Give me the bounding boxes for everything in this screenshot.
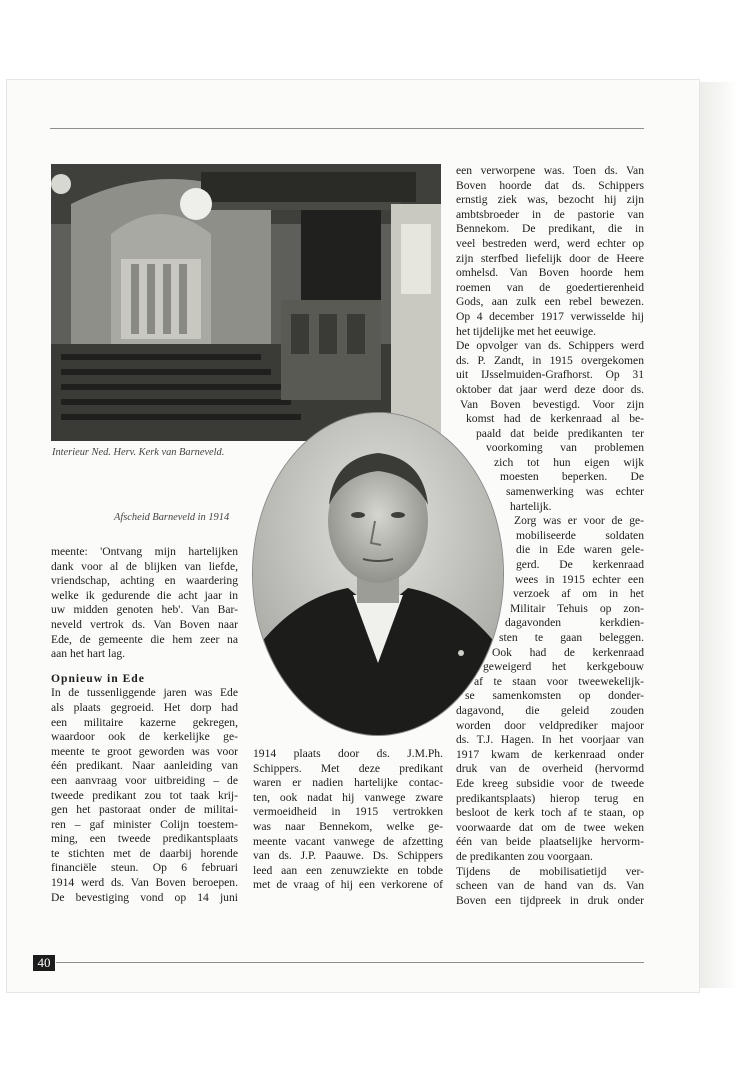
church-photo-caption: Interieur Ned. Herv. Kerk van Barneveld. — [52, 447, 225, 458]
text-line: met de vraag of hij een verkorene of — [253, 878, 443, 892]
text-line: de predikanten zou voorgaan. — [456, 849, 593, 863]
text-column-right — [456, 164, 644, 908]
page-edge-shadow — [700, 82, 738, 988]
text-line: waardoor ook de kerkelijke ge- — [51, 730, 238, 744]
text-line: predikantsplaats) hierop terug en — [456, 791, 644, 805]
text-line: geweigerd het kerkgebouw — [483, 660, 644, 674]
text-line: Gods, aan zulk een rebel bewezen. — [456, 295, 644, 309]
text-line: scheen van de hand van ds. Van — [456, 879, 644, 893]
text-line: 1914 plaats door ds. J.M.Ph. — [253, 747, 443, 760]
text-line: dank voor al de blijken van liefde, — [51, 559, 238, 573]
text-line: één predikant. Naar aanleiding van — [51, 759, 238, 773]
text-line: die in Ede waren gele- — [516, 543, 644, 557]
text-line: ernstig ziek was, bezocht hij zijn — [456, 193, 644, 207]
text-line: hartelijk. — [510, 499, 552, 513]
text-line: dagavond, die geleid zouden — [456, 703, 644, 717]
text-line: Van Boven bevestigd. Voor zijn — [460, 397, 644, 411]
text-line: besloot de kerk toch af te staan, op — [456, 806, 644, 820]
text-line: se samenkomsten op donder- — [465, 689, 644, 703]
text-line: vermoeidheid in 1915 vertrokken — [253, 805, 443, 819]
text-line: Boven een tijdpreek in druk onder — [456, 893, 644, 907]
text-line: omhelsd. Van Boven hoorde hem — [456, 266, 644, 280]
text-line: van ds. J.P. Paauwe. Ds. Schippers — [253, 849, 443, 863]
text-line: mobiliseerde soldaten — [516, 528, 644, 542]
text-line: samenwerking was echter — [506, 485, 644, 499]
text-line: wees in 1915 echter een — [515, 572, 644, 586]
text-line: aan het hart lag. — [51, 647, 126, 661]
text-line: meente te groot geworden was voor — [51, 744, 238, 758]
text-line: veel bestreden werd, werd echter op — [456, 236, 644, 250]
text-line: moesten beperken. De — [500, 470, 644, 484]
text-line: Zorg was er voor de ge- — [514, 514, 644, 528]
text-line: voorkoming van problemen — [486, 441, 644, 455]
text-line: sten te gaan beleggen. — [499, 631, 644, 644]
farewell-caption: Afscheid Barneveld in 1914 — [114, 512, 230, 523]
text-line: waren er nadien hartelijke contac- — [253, 776, 443, 790]
text-line: vriendschap, achting en waardering — [51, 574, 238, 588]
text-line: gerd. De kerkenraad — [516, 558, 644, 572]
text-line: paald dat beide predikanten ter — [476, 426, 644, 440]
text-line: worden door veldprediker majoor — [456, 718, 644, 732]
text-line: Ook had de kerkenraad — [492, 645, 644, 659]
text-line: te stichten met de daarbij horende — [51, 846, 238, 860]
text-line: dagavonden kerkdien- — [505, 616, 644, 630]
section-heading: Opnieuw in Ede — [51, 671, 145, 685]
text-line: ds. T.J. Hagen. In het voorjaar van — [456, 733, 644, 747]
text-line: Tijdens de mobilisatietijd ver- — [456, 864, 644, 878]
text-column-left — [51, 545, 238, 905]
text-column-middle — [253, 747, 443, 893]
text-line: één van beide plaatselijke hervorm- — [456, 835, 644, 849]
text-line: gen het pastoraat onder de militai- — [51, 803, 238, 817]
text-line: De bevestiging vond op 14 juni — [51, 890, 238, 904]
text-line: welke ik gedurende die acht jaar in — [51, 588, 238, 602]
text-line: ten, ook nadat hij vanwege zware — [253, 790, 443, 804]
text-line: uit IJsselmuiden-Grafhorst. Op 31 — [456, 368, 644, 382]
text-line: uw midden genoten heb'. Van Bar- — [51, 603, 238, 617]
text-line: De opvolger van ds. Schippers werd — [456, 339, 644, 353]
text-line: meente: 'Ontvang mijn hartelijken — [51, 545, 238, 558]
text-line: tweede predikant zou tot taak krij- — [51, 788, 238, 802]
text-line: druk van de overheid (hervormd — [456, 762, 644, 776]
text-line: neveld vertrok ds. Van Boven naar — [51, 617, 238, 631]
text-line: Op 4 december 1917 verwisselde hij — [456, 309, 644, 323]
text-line: meente vacant vanwege de afzetting — [253, 834, 443, 848]
text-line: Bennekom. De predikant, die in — [456, 222, 644, 236]
text-line: ambtsbroeder in de pastorie van — [456, 207, 644, 221]
text-line: ren – gaf minister Colijn toestem- — [51, 817, 238, 831]
text-line: zijn sterfbed liefelijk door de Heere — [456, 251, 644, 265]
text-line: verzoek af om in het — [513, 587, 644, 601]
text-line: 1914 werd ds. Van Boven beroepen. — [51, 876, 238, 890]
bottom-rule — [56, 962, 644, 963]
text-line: af te staan voor tweewekelijk- — [474, 674, 644, 688]
text-line: Schippers. Met deze predikant — [253, 761, 443, 775]
text-line: een verworpene was. Toen ds. Van — [456, 164, 644, 177]
church-interior-photo — [51, 164, 441, 441]
text-line: Ede, de gemeente die hem zeer na — [51, 632, 238, 646]
text-line: een aanvraag voor uitbreiding – de — [51, 773, 238, 787]
text-line: voorwaarde dat om de twee weken — [456, 820, 644, 834]
text-line: Militair Tehuis op zon- — [510, 601, 644, 615]
text-line: ming, een tweede predikantsplaats — [51, 832, 238, 846]
text-line: Ede kreeg subsidie voor de tweede — [456, 776, 644, 790]
text-line: financiële steun. Op 6 februari — [51, 861, 238, 875]
text-line: In de tussenliggende jaren was Ede — [51, 686, 238, 700]
text-line: leed aan een zenuwziekte en tobde — [253, 863, 443, 877]
text-line: als plaats gegroeid. Het dorp had — [51, 700, 238, 714]
text-line: ds. P. Zandt, in 1915 overgekomen — [456, 353, 644, 367]
text-line: een militaire kazerne gekregen, — [51, 715, 238, 729]
text-line: roemen van de goedertierenheid — [456, 280, 644, 294]
text-line: 1917 kwam de kerkenraad onder — [456, 747, 644, 761]
top-rule — [50, 128, 644, 129]
text-line: Boven hoorde dat ds. Schippers — [456, 178, 644, 192]
text-line: komst had de kerkenraad al be- — [466, 412, 644, 426]
text-line: het tijdelijke met het eeuwige. — [456, 324, 597, 338]
text-line: oktober dat jaar werd deze door ds. — [456, 382, 644, 396]
text-line: zich tot hun eigen wijk — [494, 455, 644, 469]
page-number: 40 — [33, 955, 55, 971]
text-line: was naar Bennekom, welke ge- — [253, 819, 443, 833]
